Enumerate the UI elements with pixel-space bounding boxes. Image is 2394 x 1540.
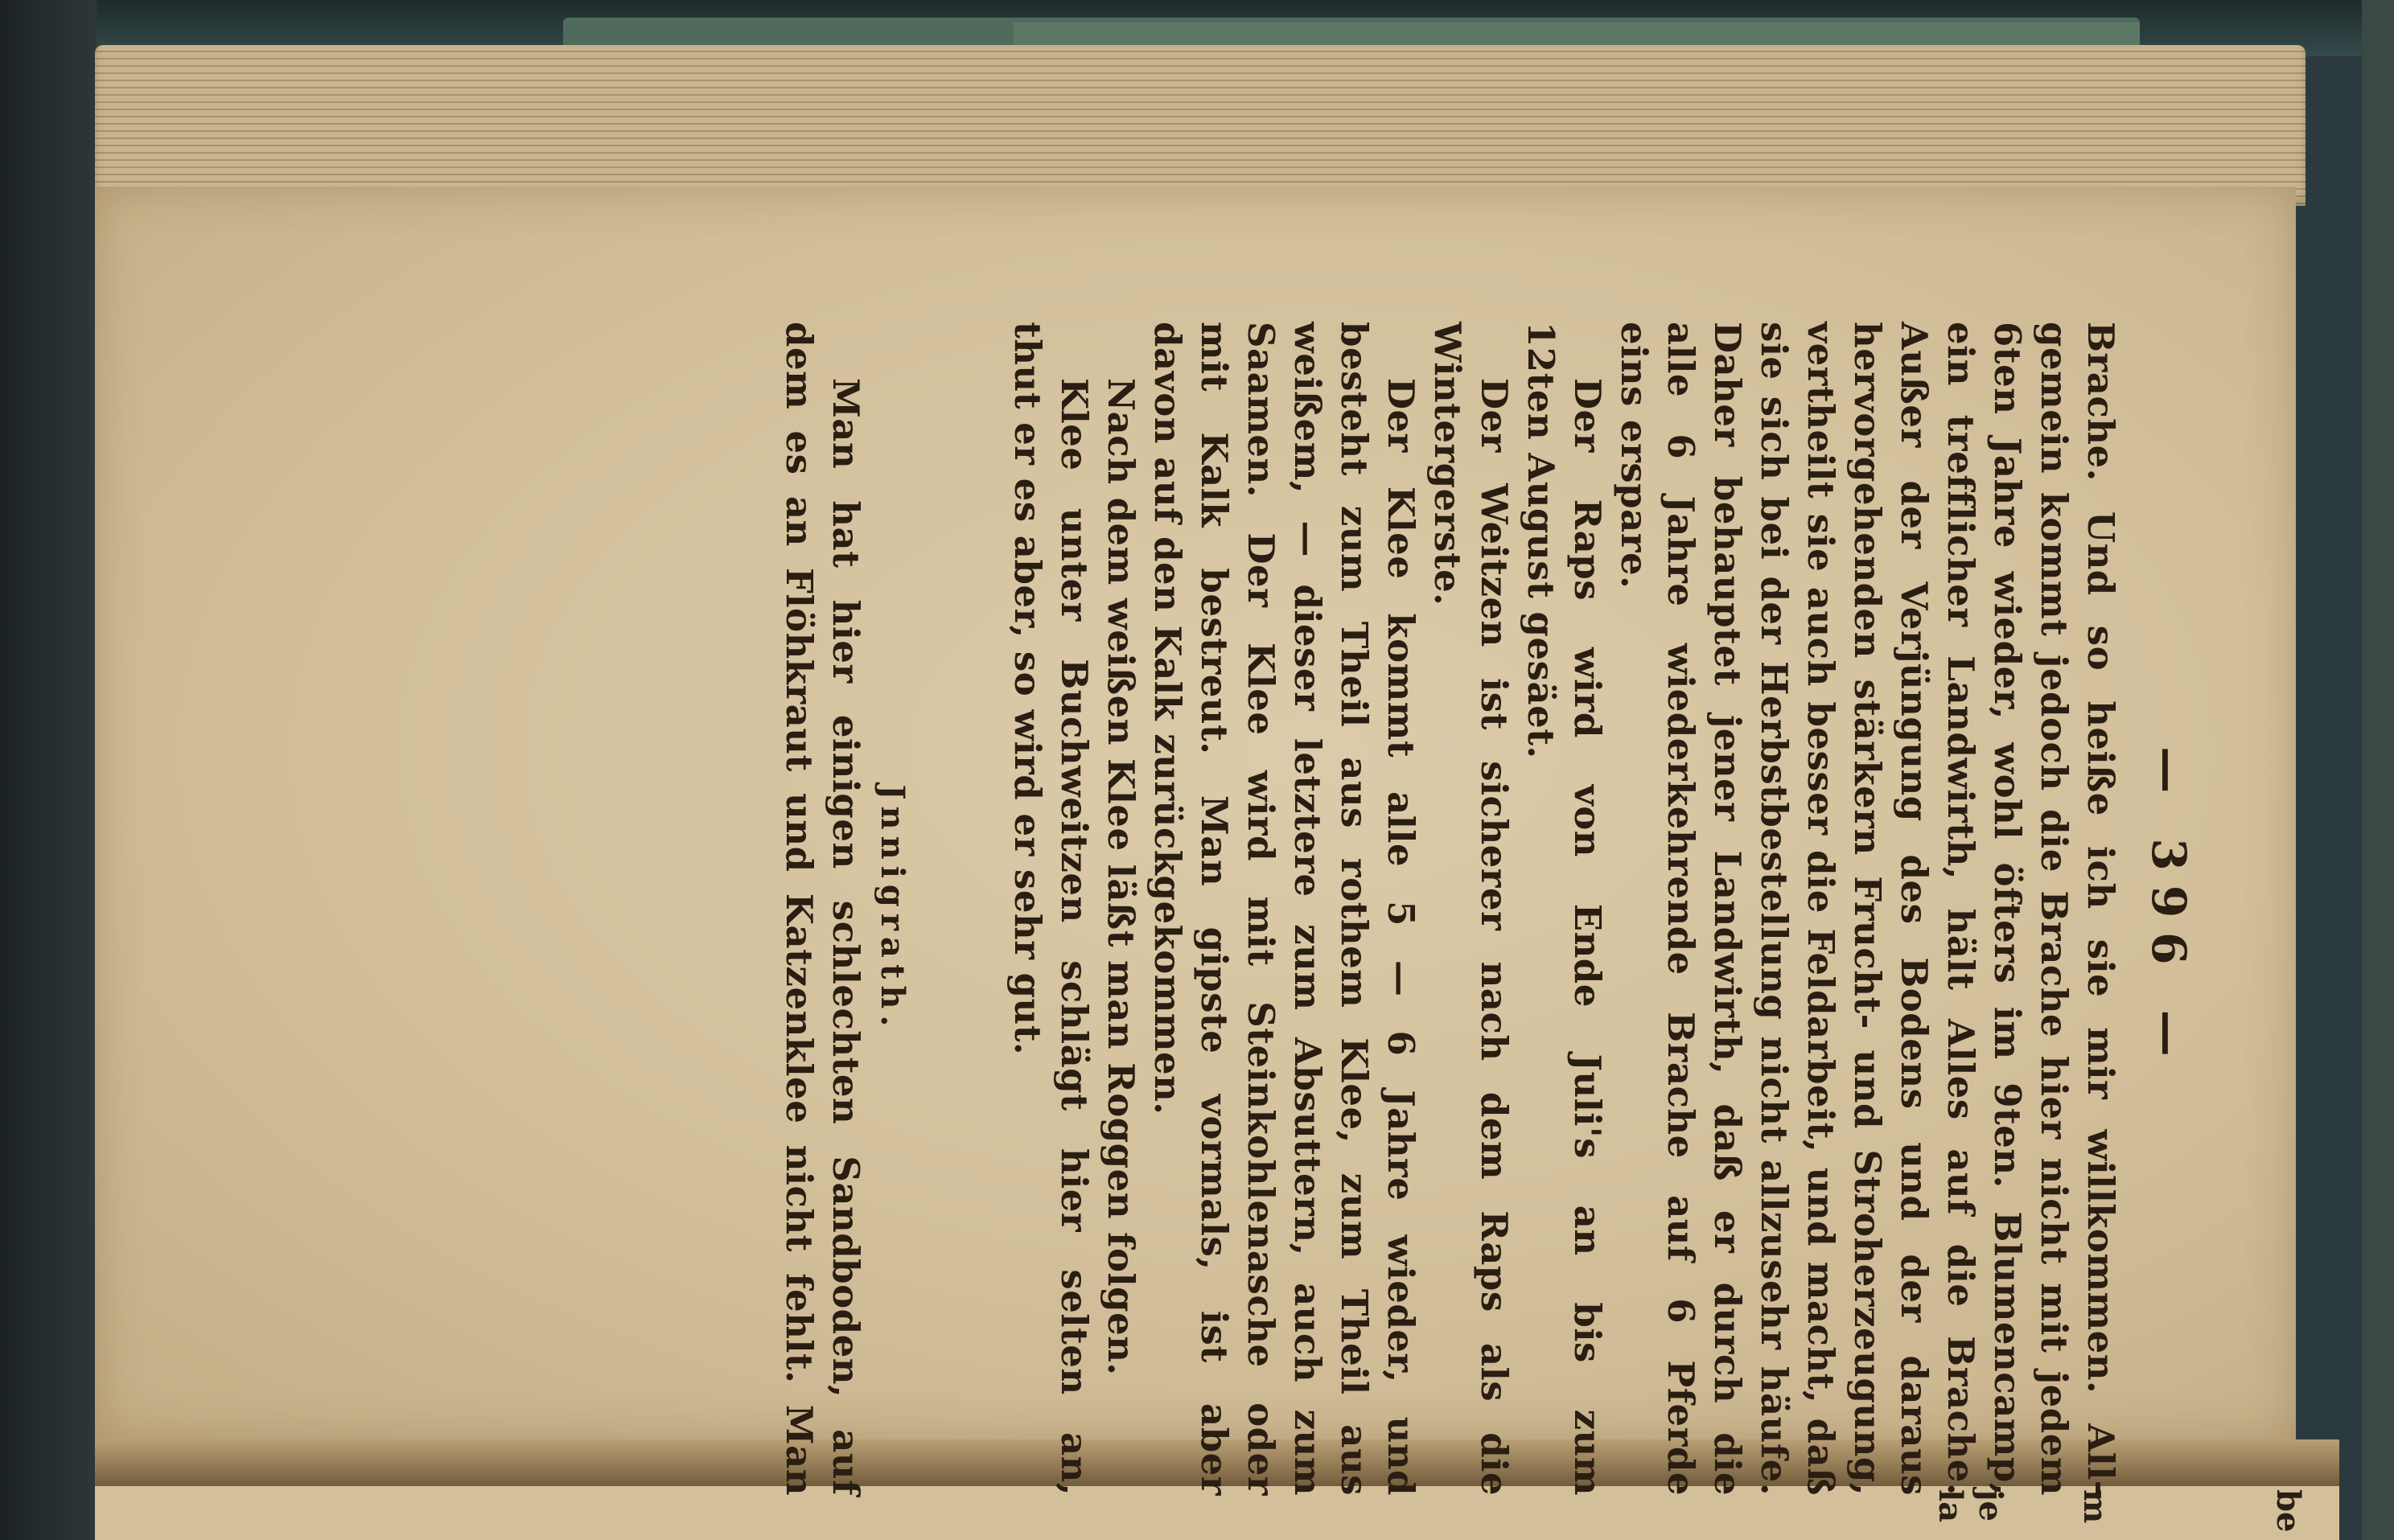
text-line: Klee unter Buchweitzen schlägt hier selten an, [1053, 378, 1096, 1496]
text-line: Brache. Und so heiße ich sie mir willkommen. All- [2079, 322, 2122, 1496]
text-line: 6ten Jahre wieder, wohl öfters im 9ten. Blumencamp, [1986, 322, 2029, 1496]
text-line: Der Raps wird von Ende Juli's an bis zum [1566, 378, 1609, 1496]
page-edges [95, 45, 2306, 206]
page-number: — 396 — [2141, 746, 2196, 1071]
text-line: ein trefflicher Landwirth, hält Alles auf die Brache. [1939, 322, 1982, 1496]
text-line: eins erspare. [1613, 322, 1656, 589]
next-page-fragment: m [2076, 1489, 2114, 1524]
section-heading: Jnnigrath. [874, 784, 911, 1033]
text-line: vertheilt sie auch besser die Feldarbeit, und macht, daß [1800, 322, 1842, 1496]
text-line: Daher behauptet jener Landwirth, daß er durch die [1706, 322, 1749, 1496]
text-line: sie sich bei der Herbstbestellung nicht allzusehr häufe. [1753, 322, 1796, 1496]
page-text-block [775, 322, 2196, 1496]
background-left [0, 0, 97, 1540]
text-line: alle 6 Jahre wiederkehrende Brache auf 6 Pferde [1660, 322, 1702, 1496]
next-page-fragment: be [2269, 1489, 2307, 1533]
text-line: mit Kalk bestreut. Man gipste vormals, ist aber [1193, 322, 1236, 1496]
text-line: davon auf den Kalk zurückgekommen. [1146, 322, 1189, 1115]
text-line: thut er es aber, so wird er sehr gut. [1006, 322, 1049, 1056]
text-line: Außer der Verjüngung des Bodens und der daraus [1893, 322, 1935, 1496]
text-line: gemein kommt jedoch die Brache hier nicht mit jedem [2033, 322, 2075, 1496]
text-line: Wintergerste. [1426, 322, 1469, 606]
text-line: hervorgehenden stärkern Frucht- und Stroherzeugung, [1846, 322, 1889, 1496]
background-right [2362, 0, 2394, 1540]
text-line: Saamen. Der Klee wird mit Steinkohlenasche oder [1240, 322, 1282, 1496]
text-line: besteht zum Theil aus rothem Klee, zum Theil aus [1333, 322, 1376, 1496]
text-line: Nach dem weißen Klee läßt man Roggen folgen. [1100, 378, 1142, 1376]
text-line: Man hat hier einigen schlechten Sandboden, auf [825, 378, 867, 1496]
next-page-fragment: la [1931, 1489, 1969, 1523]
text-line: dem es an Flöhkraut und Katzenklee nicht fehlt. Man [778, 322, 821, 1496]
text-line: weißem, — dieser letztere zum Absuttern, auch zum [1286, 322, 1329, 1496]
text-line: Der Klee kommt alle 5 — 6 Jahre wieder, und [1380, 378, 1422, 1496]
next-page-fragment: je [1972, 1489, 2009, 1522]
text-line: Der Weitzen ist sicherer nach dem Raps als die [1473, 378, 1516, 1496]
text-line: 12ten August gesäet. [1520, 322, 1562, 759]
